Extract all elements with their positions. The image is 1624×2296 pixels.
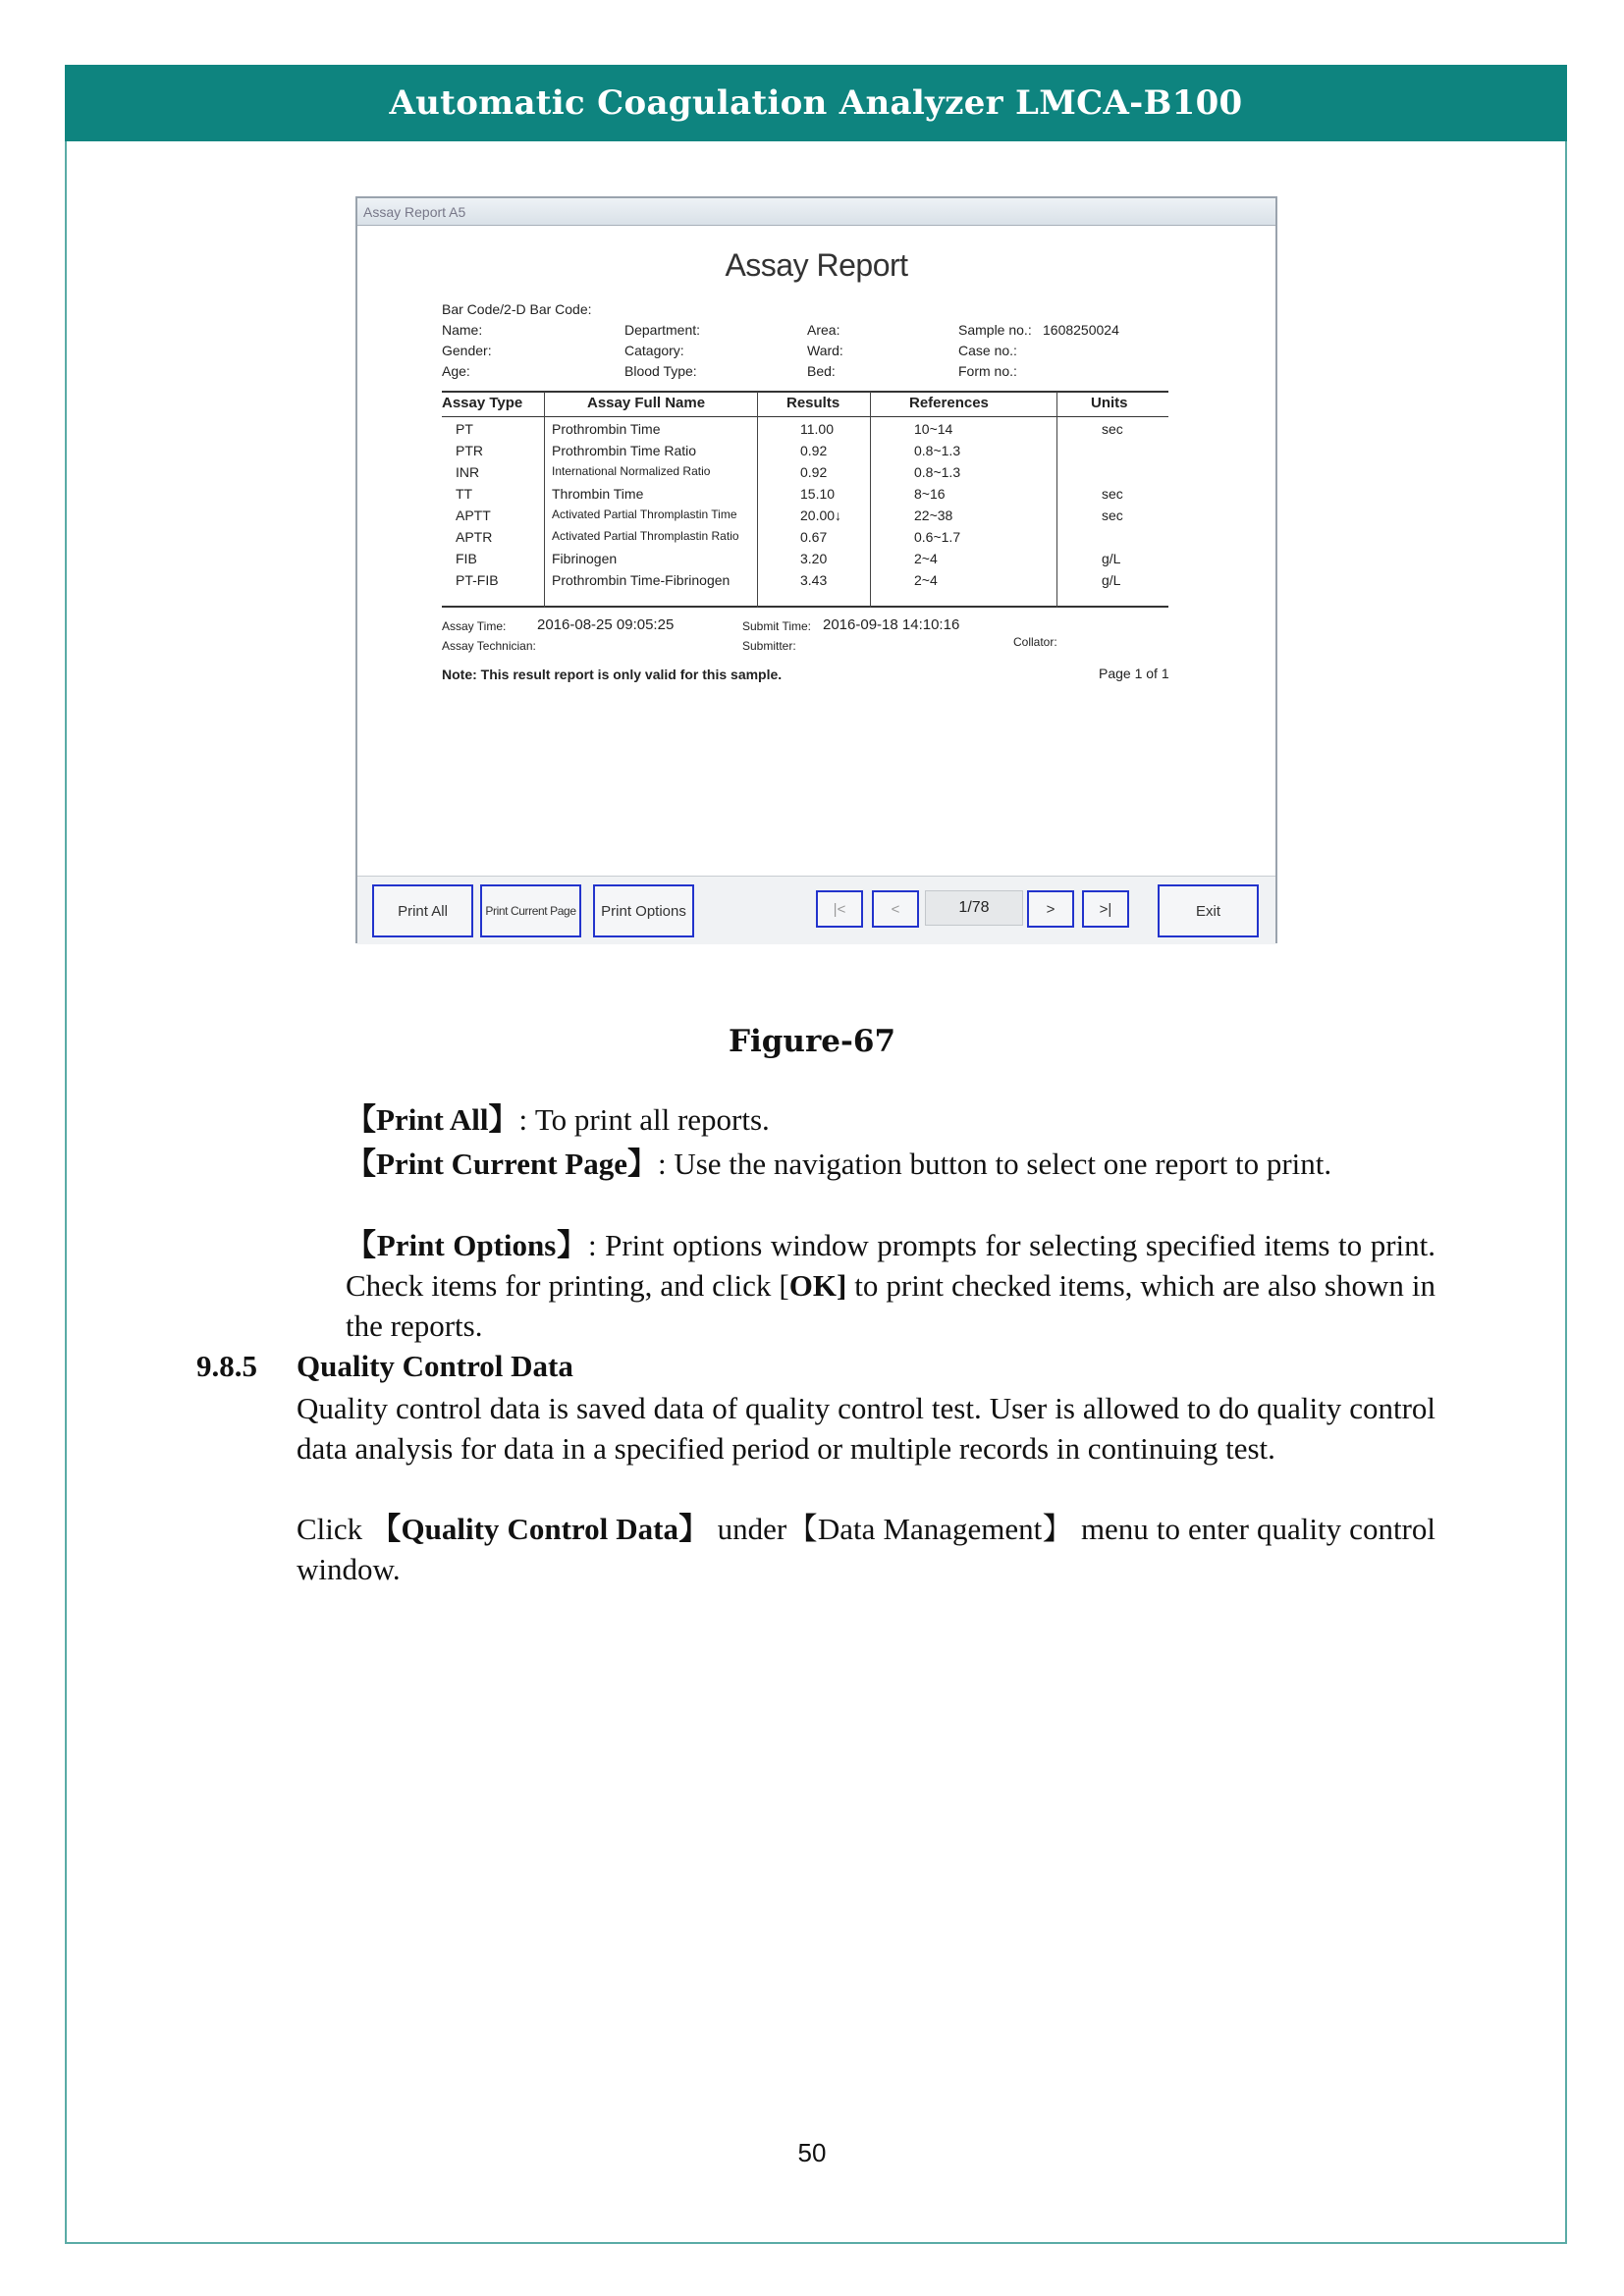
collator-label: Collator: — [1013, 635, 1057, 649]
cell-type: PT — [456, 421, 473, 437]
header-title: Automatic Coagulation Analyzer LMCA-B100 — [389, 83, 1243, 123]
section-title: Quality Control Data — [297, 1349, 573, 1383]
assay-time-value: 2016-08-25 09:05:25 — [537, 616, 675, 633]
print-current-paragraph — [346, 1144, 1435, 1184]
cell-unit: sec — [1102, 507, 1123, 523]
ward-label: Ward: — [807, 343, 843, 358]
table-top-rule — [442, 391, 1168, 393]
cell-ref: 10~14 — [914, 421, 953, 437]
print-all-desc: : To print all reports. — [518, 1102, 770, 1137]
page-header — [65, 65, 1567, 141]
table-row — [357, 507, 1275, 529]
sample-no-value: 1608250024 — [1043, 322, 1119, 338]
quality-control-term: 【Quality Control Data】 — [370, 1512, 710, 1546]
col-header-units: Units — [1091, 395, 1128, 411]
section-number: 9.8.5 — [196, 1349, 257, 1383]
cell-name: Activated Partial Thromplastin Ratio — [552, 529, 739, 543]
cell-name: Prothrombin Time Ratio — [552, 443, 697, 458]
report-note: Note: This result report is only valid for this sample. — [442, 667, 783, 682]
cell-ref: 2~4 — [914, 572, 938, 588]
cell-type: TT — [456, 486, 473, 502]
cell-type: PT-FIB — [456, 572, 499, 588]
quality-control-instruction-rest: menu to enter quality control window. — [297, 1512, 1435, 1586]
form-no-label: Form no.: — [958, 363, 1017, 379]
cell-result: 20.00↓ — [800, 507, 842, 523]
report-title: Assay Report — [725, 247, 908, 283]
blood-type-label: Blood Type: — [624, 363, 697, 379]
cell-result: 0.67 — [800, 529, 828, 545]
cell-unit: g/L — [1102, 551, 1121, 566]
last-page-button[interactable]: >| — [1082, 890, 1129, 928]
assay-report-window — [355, 196, 1277, 943]
click-word: Click — [297, 1512, 371, 1546]
cell-unit: sec — [1102, 486, 1123, 502]
cell-name: Prothrombin Time — [552, 421, 661, 437]
submit-time-label: Submit Time: — [742, 619, 812, 633]
cell-result: 0.92 — [800, 464, 828, 480]
window-button-bar — [357, 876, 1275, 944]
print-options-button[interactable]: Print Options — [593, 884, 694, 937]
table-row — [357, 572, 1275, 594]
table-bottom-rule — [442, 606, 1168, 608]
cell-result: 3.43 — [800, 572, 828, 588]
name-label: Name: — [442, 322, 483, 338]
cell-ref: 8~16 — [914, 486, 946, 502]
quality-control-instruction — [297, 1509, 1435, 1589]
page-number: 50 — [797, 2138, 827, 2167]
table-row — [357, 421, 1275, 443]
print-options-desc-1: : Print options window prompts for selecting specified items to print. Check items for printing, and click [ — [346, 1228, 1436, 1303]
cell-type: PTR — [456, 443, 483, 458]
cell-result: 0.92 — [800, 443, 828, 458]
department-label: Department: — [624, 322, 701, 338]
category-label: Catagory: — [624, 343, 684, 358]
barcode-label: Bar Code/2-D Bar Code: — [442, 301, 592, 317]
print-options-desc-2: to print checked items, which are also shown in the reports. — [346, 1268, 1435, 1343]
print-current-desc: : Use the navigation button to select one report to print. — [657, 1147, 1332, 1181]
print-current-term: 【Print Current Page】 — [346, 1147, 658, 1181]
cell-name: Prothrombin Time-Fibrinogen — [552, 572, 731, 588]
cell-result: 11.00 — [800, 421, 834, 437]
table-row — [357, 486, 1275, 507]
table-row — [357, 443, 1275, 464]
cell-ref: 0.6~1.7 — [914, 529, 961, 545]
cell-type: INR — [456, 464, 480, 480]
cell-type: APTT — [456, 507, 491, 523]
print-all-button[interactable]: Print All — [372, 884, 473, 937]
under-word: under — [717, 1512, 787, 1546]
table-row — [357, 529, 1275, 551]
quality-control-paragraph: Quality control data is saved data of quality control test. User is allowed to do quality control data analysis for data in a specified period or multiple records in continuing test. — [297, 1391, 1435, 1466]
bed-label: Bed: — [807, 363, 836, 379]
cell-ref: 2~4 — [914, 551, 938, 566]
col-header-references: References — [909, 395, 989, 411]
table-row — [357, 464, 1275, 486]
print-options-paragraph — [346, 1225, 1435, 1346]
page-indicator: 1/78 — [925, 890, 1023, 926]
window-title: Assay Report A5 — [357, 198, 1275, 226]
technician-label: Assay Technician: — [442, 639, 536, 653]
table-header-rule — [442, 416, 1168, 417]
exit-button[interactable]: Exit — [1158, 884, 1259, 937]
cell-name: Activated Partial Thromplastin Time — [552, 507, 737, 521]
figure-caption: Figure-67 — [728, 1024, 896, 1059]
submit-time-value: 2016-09-18 14:10:16 — [823, 616, 960, 633]
next-page-button[interactable]: > — [1027, 890, 1074, 928]
sample-no-label: Sample no.: — [958, 322, 1032, 338]
age-label: Age: — [442, 363, 470, 379]
data-management-term: 【Data Management】 — [786, 1512, 1073, 1546]
cell-ref: 0.8~1.3 — [914, 443, 961, 458]
case-no-label: Case no.: — [958, 343, 1017, 358]
cell-ref: 0.8~1.3 — [914, 464, 961, 480]
report-page-number: Page 1 of 1 — [1099, 666, 1169, 681]
print-options-term: 【Print Options】 — [346, 1228, 588, 1262]
col-header-assay-full-name: Assay Full Name — [587, 395, 706, 411]
cell-unit: sec — [1102, 421, 1123, 437]
area-label: Area: — [807, 322, 840, 338]
cell-name: International Normalized Ratio — [552, 464, 711, 478]
cell-result: 15.10 — [800, 486, 836, 502]
cell-type: APTR — [456, 529, 493, 545]
table-row — [357, 551, 1275, 572]
print-all-paragraph — [346, 1099, 1435, 1140]
print-all-term: 【Print All】 — [346, 1102, 519, 1137]
cell-name: Thrombin Time — [552, 486, 644, 502]
cell-name: Fibrinogen — [552, 551, 618, 566]
print-current-page-button[interactable]: Print Current Page — [480, 884, 581, 937]
cell-result: 3.20 — [800, 551, 828, 566]
submitter-label: Submitter: — [742, 639, 796, 653]
cell-ref: 22~38 — [914, 507, 953, 523]
assay-time-label: Assay Time: — [442, 619, 507, 633]
ok-term: OK] — [788, 1268, 847, 1303]
gender-label: Gender: — [442, 343, 492, 358]
previous-page-button[interactable]: < — [872, 890, 919, 928]
col-header-results: Results — [786, 395, 840, 411]
cell-unit: g/L — [1102, 572, 1121, 588]
first-page-button[interactable]: |< — [816, 890, 863, 928]
cell-type: FIB — [456, 551, 477, 566]
col-header-assay-type: Assay Type — [442, 395, 523, 411]
